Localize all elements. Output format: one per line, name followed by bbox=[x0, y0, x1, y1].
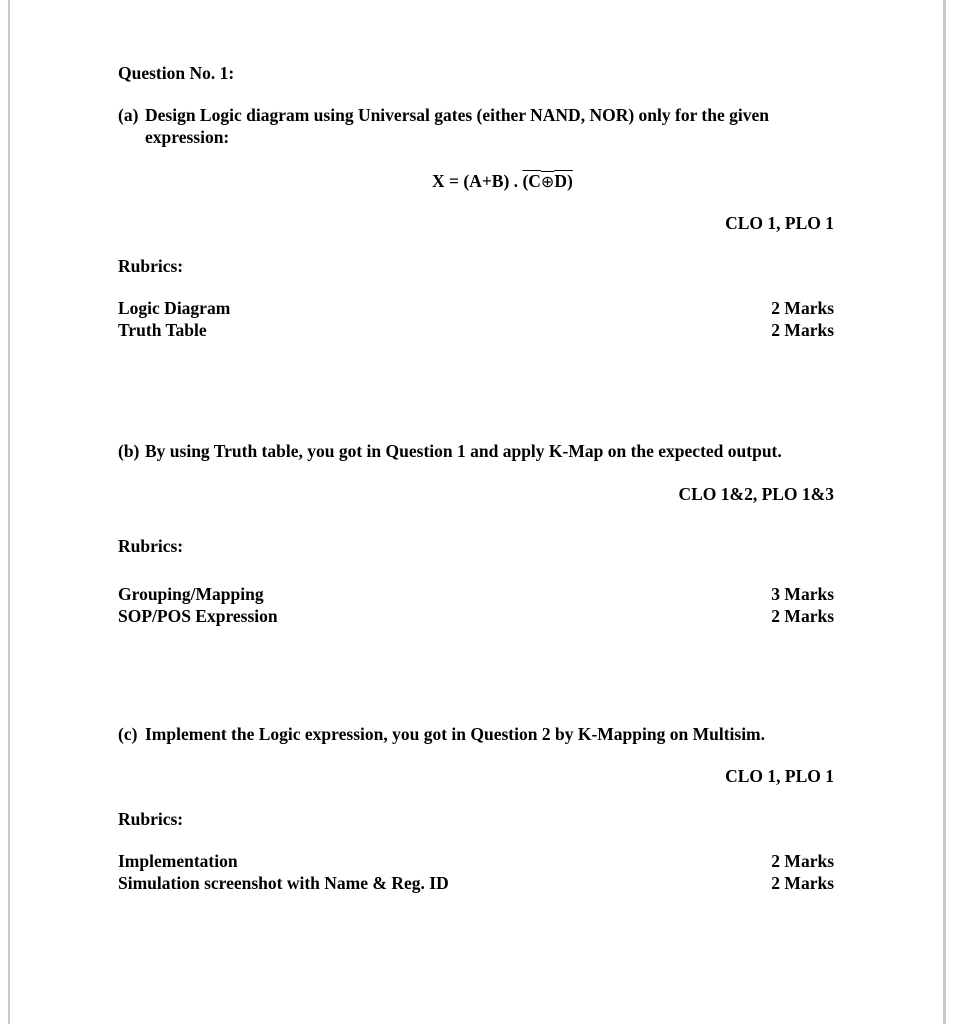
part-c-text: Implement the Logic expression, you got in Question 2 by K-Mapping on Multisim. bbox=[145, 724, 766, 744]
part-c-label: (c) bbox=[118, 724, 138, 744]
part-a-clo: CLO 1, PLO 1 bbox=[725, 213, 834, 233]
rubric-marks: 2 Marks bbox=[771, 320, 834, 340]
part-a-label: (a) bbox=[118, 105, 139, 125]
part-b-clo: CLO 1&2, PLO 1&3 bbox=[678, 484, 834, 504]
rubric-item: SOP/POS Expression bbox=[118, 606, 278, 626]
rubric-marks: 3 Marks bbox=[771, 584, 834, 604]
part-b-rubrics-label: Rubrics: bbox=[118, 536, 184, 556]
part-b-text: By using Truth table, you got in Question 1 and apply K-Map on the expected output. bbox=[145, 441, 782, 461]
rubric-marks: 2 Marks bbox=[771, 606, 834, 626]
rubric-item: Grouping/Mapping bbox=[118, 584, 264, 604]
expression-overlined bbox=[522, 171, 572, 191]
expression-prefix: X = (A+B) . bbox=[432, 171, 523, 191]
xor-symbol: ⊕ bbox=[540, 172, 555, 191]
rubric-item: Logic Diagram bbox=[118, 298, 231, 318]
rubric-marks: 2 Marks bbox=[771, 298, 834, 318]
expression-overlined-part2: D) bbox=[554, 171, 573, 191]
rubric-item: Simulation screenshot with Name & Reg. ID bbox=[118, 873, 449, 893]
rubric-item: Implementation bbox=[118, 851, 238, 871]
rubric-marks: 2 Marks bbox=[771, 873, 834, 893]
expression-overlined-part1: (C bbox=[522, 171, 541, 191]
part-c-rubrics-label: Rubrics: bbox=[118, 809, 184, 829]
part-b-label: (b) bbox=[118, 441, 140, 461]
part-a-rubrics-label: Rubrics: bbox=[118, 256, 184, 276]
boolean-expression bbox=[432, 170, 573, 193]
part-a-text-line1: Design Logic diagram using Universal gates (either NAND, NOR) only for the given bbox=[145, 105, 769, 125]
part-a-text-line2: expression: bbox=[145, 127, 230, 147]
question-title: Question No. 1: bbox=[118, 63, 235, 83]
rubric-marks: 2 Marks bbox=[771, 851, 834, 871]
part-c-clo: CLO 1, PLO 1 bbox=[725, 766, 834, 786]
rubric-item: Truth Table bbox=[118, 320, 207, 340]
